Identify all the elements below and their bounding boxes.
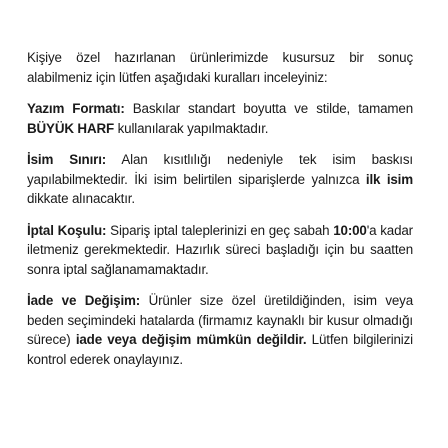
rule-text: Lütfen bilgilerinizi kontrol ederek onaylayınız. [27,332,414,367]
rule-text: Sipariş iptal taleplerinizi en geç sabah [106,222,334,238]
rule-text: Alan kısıtlılığı nedeniyle tek isim baskısı yapılabilmektedir. İki isim belirtilen siparişlerde yalnızca [27,152,413,187]
rule-emphasis: 10:00 [333,222,367,238]
rule-text: kullanılarak yapılmaktadır. [114,120,269,136]
rule-cancellation [27,221,413,280]
rule-heading: İade ve Değişim: [27,293,141,308]
rule-heading: İptal Koşulu: [27,222,107,238]
rule-text: Baskılar standart boyutta ve stilde, tamamen [124,101,413,116]
rule-text: 'a kadar iletmeniz gerekmektedir. Hazırlık süreci başladığı için bu saatten sonra iptal sağlanamamaktadır. [27,222,413,277]
rule-writing-format [27,99,413,138]
rule-emphasis: iade veya değişim mümkün değildir. [75,332,307,347]
rule-heading: İsim Sınırı: [27,152,107,167]
rule-name-limit [27,150,413,209]
rule-text: Ürünler size özel üretildiğinden, isim veya beden seçimindeki hatalarda (firmamız kaynaklı bir kusur olmadığı sürece) [27,293,413,347]
intro-paragraph [27,48,413,87]
rule-return-exchange [27,291,413,369]
rule-emphasis: ilk isim [365,171,414,187]
rule-heading: Yazım Formatı: [27,101,125,116]
rule-emphasis: BÜYÜK HARF [27,120,115,136]
intro-text: Kişiye özel hazırlanan ürünlerimizde kusursuz bir sonuç alabilmeniz için lütfen aşağıdaki kuralları inceleyiniz: [27,50,413,85]
rule-text: dikkate alınacaktır. [27,191,135,206]
